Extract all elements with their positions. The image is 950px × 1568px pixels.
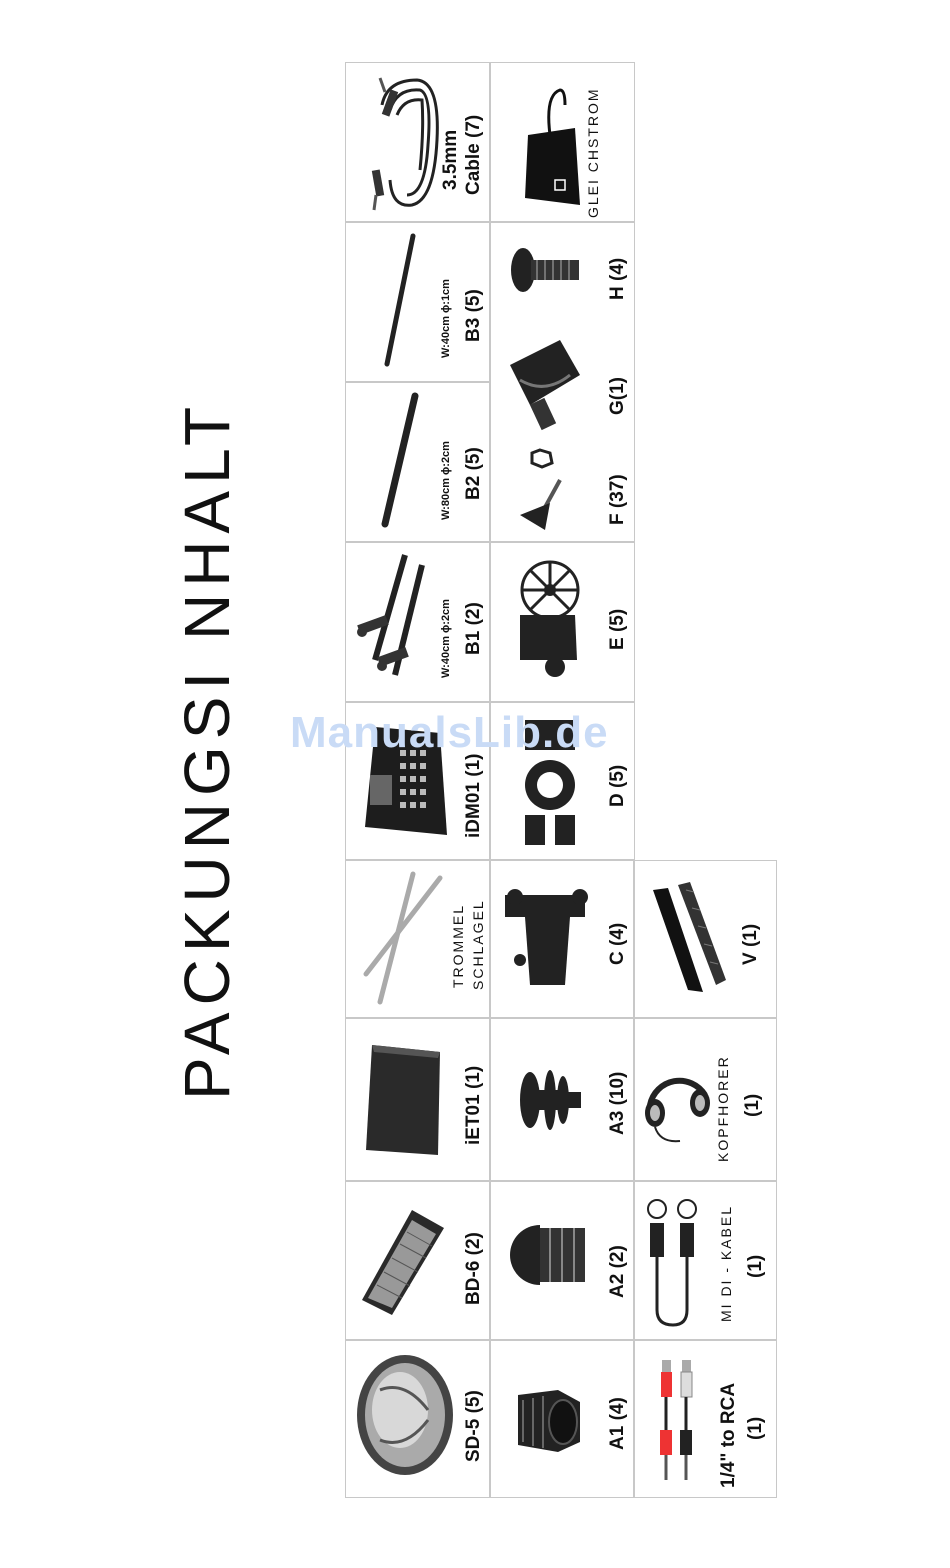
sd5-label: SD-5 (5) <box>463 1390 484 1462</box>
midi-label-2: (1) <box>745 1254 766 1278</box>
v-label: V (1) <box>740 923 761 965</box>
cable-3-5mm-icon <box>352 70 447 218</box>
b1-label: B1 (2) <box>463 602 484 655</box>
page-title: PACKUNGSI NHALT <box>171 399 243 1100</box>
d-label: D (5) <box>607 764 628 807</box>
b3-dimension-label: W:40cm ϕ:1cm <box>440 279 452 358</box>
end-cap-a2-icon <box>510 1220 590 1290</box>
b2-dimension-label: W:80cm ϕ:2cm <box>440 441 452 520</box>
h-label: H (4) <box>607 257 628 300</box>
kopfhorer-label-1: KOPFHORER <box>715 1055 731 1162</box>
trommel-label-2: SCHLAGEL <box>470 899 486 990</box>
midi-cable-icon <box>643 1195 713 1330</box>
cable-label-1: 3.5mm <box>440 129 461 190</box>
watermark: ManualsLib.de <box>290 708 609 757</box>
a3-label: A3 (10) <box>607 1071 628 1135</box>
t-clamp-c-icon <box>500 885 595 995</box>
clamp-e-icon <box>505 555 585 685</box>
a1-label: A1 (4) <box>607 1397 628 1450</box>
rod-b3-icon <box>375 230 425 370</box>
stopper-a3-icon <box>515 1060 585 1140</box>
rca-label-2: (1) <box>745 1416 766 1440</box>
stopper-a1-icon <box>508 1380 588 1460</box>
bd6-label: BD-6 (2) <box>463 1232 484 1305</box>
pad-iet01-icon <box>360 1040 450 1160</box>
e-label: E (5) <box>607 608 628 650</box>
rca-cable-icon <box>650 1355 710 1485</box>
midi-label-1: MI DI - KABEL <box>718 1204 734 1322</box>
f-label: F (37) <box>607 474 628 525</box>
kick-pedal-bd6-icon <box>352 1200 452 1320</box>
a2-label: A2 (2) <box>607 1245 628 1298</box>
headphones-icon <box>640 1065 715 1145</box>
b3-label: B3 (5) <box>463 289 484 342</box>
b1-dimension-label: W:40cm ϕ:2cm <box>440 599 452 678</box>
g-label: G(1) <box>607 377 628 415</box>
rod-b1-icon <box>350 550 430 690</box>
b2-label: B2 (5) <box>463 447 484 500</box>
iet01-label: iET01 (1) <box>463 1065 484 1145</box>
c-label: C (4) <box>607 922 628 965</box>
gleichstrom-label: GLEI CHSTROM <box>585 87 601 218</box>
rod-b2-icon <box>375 390 425 530</box>
strip-v-icon <box>648 880 728 995</box>
power-adapter-icon <box>520 80 590 210</box>
rca-label-1: 1/4" to RCA <box>718 1382 739 1488</box>
clamp-g-icon <box>500 335 585 435</box>
idm01-label: iDM01 (1) <box>463 753 484 838</box>
trommel-label-1: TROMMEL <box>450 904 466 988</box>
drum-pad-sd5-icon <box>350 1350 460 1480</box>
drum-sticks-icon <box>358 868 448 1008</box>
cable-label-2: Cable (7) <box>463 114 484 195</box>
wing-bolt-f-icon <box>510 445 580 540</box>
screw-h-icon <box>505 240 585 300</box>
kopfhorer-label-2: (1) <box>742 1093 763 1117</box>
